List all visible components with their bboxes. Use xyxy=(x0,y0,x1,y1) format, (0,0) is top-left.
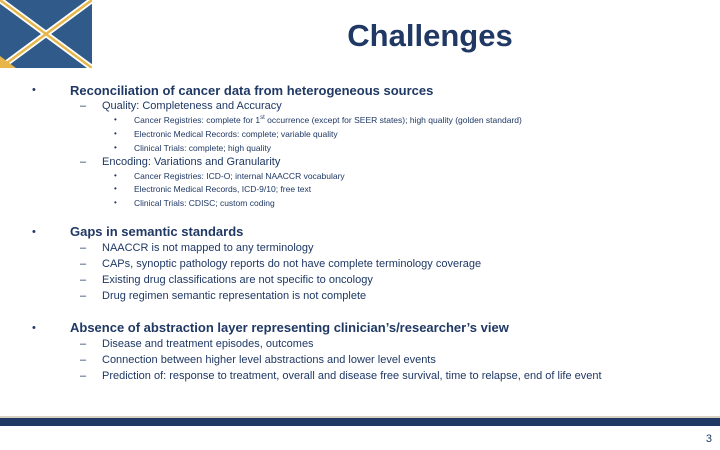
sub-item: Drug regimen semantic representation is not complete xyxy=(102,290,367,302)
bullet-marker: • xyxy=(114,184,117,193)
dash-marker: – xyxy=(80,274,87,286)
detail-item xyxy=(134,115,522,125)
sub-item: Quality: Completeness and Accuracy xyxy=(102,100,282,112)
section-heading: Reconciliation of cancer data from heterogeneous sources xyxy=(70,83,434,98)
dash-marker: – xyxy=(80,242,87,254)
detail-text: occurrence (except for SEER states); high quality (golden standard) xyxy=(264,115,522,125)
sub-item: NAACCR is not mapped to any terminology xyxy=(102,242,314,254)
dash-marker: – xyxy=(80,354,87,366)
dash-marker: – xyxy=(80,290,87,302)
sub-item: Disease and treatment episodes, outcomes xyxy=(102,338,314,350)
detail-item: Cancer Registries: ICD-O; internal NAACCR vocabulary xyxy=(134,171,345,181)
section-heading: Gaps in semantic standards xyxy=(70,224,244,239)
detail-text: Cancer Registries: complete for 1 xyxy=(134,115,261,125)
sub-item: Encoding: Variations and Granularity xyxy=(102,156,281,168)
bullet-marker: • xyxy=(114,143,117,152)
dash-marker: – xyxy=(80,338,87,350)
bullet-marker: • xyxy=(114,171,117,180)
dash-marker: – xyxy=(80,156,87,168)
bullet-marker: • xyxy=(32,322,36,334)
ordinal-suffix: st xyxy=(260,115,265,122)
bullet-marker: • xyxy=(32,84,36,96)
bullet-marker: • xyxy=(114,115,117,124)
page-number: 3 xyxy=(705,433,712,445)
sub-item: CAPs, synoptic pathology reports do not have complete terminology coverage xyxy=(102,258,482,270)
detail-item: Electronic Medical Records: complete; variable quality xyxy=(134,129,338,139)
footer-bar xyxy=(0,418,720,426)
sub-item: Prediction of: response to treatment, overall and disease free survival, time to relapse, end of life event xyxy=(102,370,602,382)
bullet-marker: • xyxy=(114,129,117,138)
detail-item: Clinical Trials: CDISC; custom coding xyxy=(134,198,275,208)
section-heading: Absence of abstraction layer representing clinician’s/researcher’s view xyxy=(70,320,509,335)
slide-title: Challenges xyxy=(347,18,513,53)
bullet-marker: • xyxy=(114,198,117,207)
bullet-marker: • xyxy=(32,226,36,238)
dash-marker: – xyxy=(80,258,87,270)
dash-marker: – xyxy=(80,370,87,382)
detail-item: Electronic Medical Records, ICD-9/10; free text xyxy=(134,184,312,194)
sub-item: Existing drug classifications are not specific to oncology xyxy=(102,274,373,286)
detail-item: Clinical Trials: complete; high quality xyxy=(134,143,272,153)
dash-marker: – xyxy=(80,100,87,112)
sub-item: Connection between higher level abstractions and lower level events xyxy=(102,354,436,366)
